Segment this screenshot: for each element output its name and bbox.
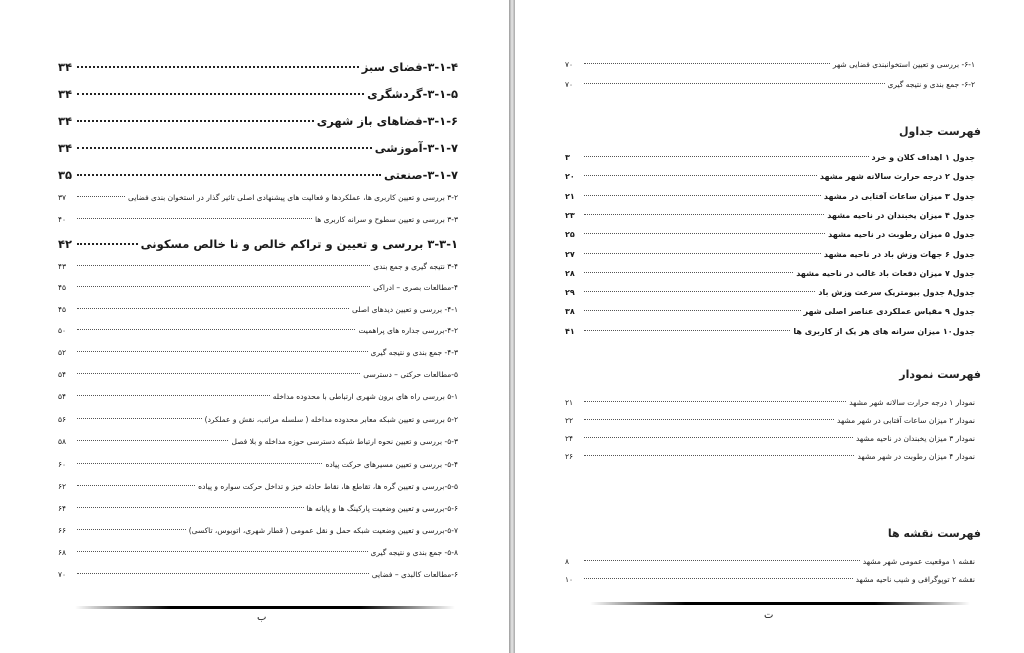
toc-entry-page: ۳۷ — [58, 193, 67, 202]
toc-entry-page: ۲۶ — [565, 452, 574, 461]
toc-entry — [565, 327, 975, 336]
dot-leader — [77, 485, 195, 486]
toc-entry-title: جدول ۴ میزان یخبندان در ناحیه مشهد — [827, 210, 975, 220]
toc-entry — [58, 215, 458, 224]
toc-entry-page: ۵۸ — [58, 437, 67, 446]
dot-leader — [584, 272, 793, 273]
toc-entry-page: ۴۵ — [58, 305, 67, 314]
toc-entry-title: جدول ۷ میزان دفعات باد غالب در ناحیه مشهد — [796, 268, 975, 278]
toc-entry-title: نمودار ۴ میزان رطوبت در شهر مشهد — [857, 452, 975, 461]
dot-leader — [77, 351, 368, 352]
toc-entry-title: جدول ۵ میزان رطوبت در ناحیه مشهد — [828, 230, 975, 240]
toc-entry-page: ۷۰ — [565, 60, 574, 69]
toc-entry-title: ۶-مطالعات کالبدی – فضایی — [371, 570, 458, 579]
toc-entry — [58, 283, 458, 292]
dot-leader — [584, 83, 885, 84]
toc-entry — [58, 570, 458, 579]
dot-leader — [584, 419, 834, 420]
dot-leader — [584, 437, 853, 438]
toc-entry-page: ۳۴ — [58, 87, 73, 101]
toc-entry — [565, 172, 975, 181]
toc-entry — [58, 193, 458, 202]
toc-entry-page: ۷۰ — [58, 570, 67, 579]
toc-entry — [58, 504, 458, 513]
toc-entry-title: ۳-۱-۵-گردشگری — [367, 87, 458, 101]
toc-entry — [565, 434, 975, 443]
toc-entry-title: جدول ۱ اهداف کلان و خرد — [871, 153, 975, 162]
dot-leader — [77, 418, 202, 419]
toc-entry-page: ۲۴ — [565, 434, 574, 443]
toc-entry-page: ۳۵ — [58, 168, 73, 182]
left-page — [0, 0, 509, 653]
toc-entry-title: ۵-مطالعات حرکتی – دسترسی — [363, 370, 458, 379]
charts-heading: فهرست نمودار — [899, 368, 981, 381]
toc-entry-title: ۵-۲ بررسی و تعیین شبکه معابر محدوده مداخله ( سلسله مراتب، نقش و عملکرد) — [204, 415, 458, 424]
toc-entry-page: ۴۲ — [58, 237, 73, 251]
toc-entry-page: ۵۴ — [58, 392, 67, 401]
dot-leader — [77, 243, 138, 245]
toc-entry — [58, 114, 458, 128]
toc-entry-page: ۵۲ — [58, 348, 67, 357]
toc-entry-title: ۵-۱ بررسی راه های برون شهری ارتباطی با محدوده مداخله — [272, 392, 458, 401]
toc-entry — [565, 250, 975, 259]
toc-entry — [565, 80, 975, 89]
toc-entry — [58, 168, 458, 182]
toc-entry-title: نقشه ۱ موقعیت عمومی شهر مشهد — [862, 557, 975, 566]
dot-leader — [77, 463, 322, 464]
maps-heading: فهرست نقشه ها — [887, 527, 981, 540]
dot-leader — [584, 214, 824, 215]
toc-entry-title: نمودار ۳ میزان یخبندان در ناحیه مشهد — [855, 434, 975, 443]
toc-entry-title: ۳-۳-۱ بررسی و تعیین و تراکم خالص و نا خالص مسکونی — [140, 237, 458, 251]
dot-leader — [77, 529, 186, 530]
toc-entry-title: ۵-۴- بررسی و تعیین مسیرهای حرکت پیاده — [325, 460, 458, 469]
toc-entry — [58, 262, 458, 271]
toc-entry-title: جدول۸ جدول بیومتریک سرعت وزش باد — [818, 288, 975, 298]
toc-entry-page: ۲۹ — [565, 288, 575, 298]
dot-leader — [584, 253, 821, 254]
toc-entry-page: ۵۰ — [58, 326, 67, 335]
dot-leader — [584, 63, 830, 64]
toc-entry — [565, 416, 975, 425]
toc-entry-page: ۳ — [565, 153, 570, 162]
dot-leader — [77, 218, 312, 219]
toc-entry — [58, 460, 458, 469]
toc-entry-title: ۵-۸- جمع بندی و نتیجه گیری — [370, 548, 458, 557]
dot-leader — [77, 373, 360, 374]
toc-entry — [58, 392, 458, 401]
toc-entry — [565, 398, 975, 407]
left-page-number: ب — [257, 612, 267, 623]
right-page-number: ت — [764, 610, 774, 621]
toc-entry-page: ۲۰ — [565, 172, 575, 182]
toc-entry-title: ۳-۱-۴-فضای سبز — [361, 60, 458, 74]
toc-entry-title: جدول ۲ درجه حرارت سالانه شهر مشهد — [819, 172, 975, 182]
toc-entry-title: ۵-۶-بررسی و تعیین وضعیت پارکینگ ها و پایانه ها — [306, 504, 458, 513]
toc-entry — [58, 348, 458, 357]
dot-leader — [77, 286, 370, 287]
toc-entry-page: ۳۸ — [565, 307, 575, 317]
toc-entry — [565, 211, 975, 220]
toc-entry-page: ۲۳ — [565, 210, 575, 220]
right-footer-rule — [590, 602, 970, 605]
toc-entry — [58, 60, 458, 74]
toc-entry-page: ۴۱ — [565, 326, 575, 336]
toc-entry-title: جدول ۶ جهات وزش باد در ناحیه مشهد — [823, 249, 975, 259]
toc-entry — [58, 87, 458, 101]
dot-leader — [77, 395, 270, 396]
dot-leader — [77, 507, 304, 508]
dot-leader — [584, 578, 853, 579]
toc-entry-title: نمودار ۱ درجه حرارت سالانه شهر مشهد — [849, 398, 975, 407]
toc-entry — [565, 230, 975, 239]
toc-entry — [565, 575, 975, 584]
toc-entry — [58, 141, 458, 155]
toc-entry-page: ۴۵ — [58, 283, 67, 292]
toc-entry-title: ۴-۲-بررسی جداره های پراهمیت — [358, 326, 458, 335]
dot-leader — [77, 196, 125, 197]
dot-leader — [584, 291, 815, 292]
dot-leader — [77, 93, 364, 95]
toc-entry-title: ۳-۱-۷-صنعتی — [383, 168, 458, 182]
toc-entry — [58, 482, 458, 491]
toc-entry-title: جدول۱۰ میزان سرانه های هر یک از کاربری ها — [793, 326, 975, 336]
dot-leader — [584, 560, 860, 561]
toc-entry-page: ۳۴ — [58, 114, 73, 128]
toc-entry-page: ۵۶ — [58, 415, 67, 424]
toc-entry — [58, 548, 458, 557]
toc-entry-page: ۲۱ — [565, 191, 575, 201]
toc-entry-title: ۴-۳- جمع بندی و نتیجه گیری — [370, 348, 458, 357]
dot-leader — [77, 551, 368, 552]
toc-entry — [565, 452, 975, 461]
dot-leader — [584, 330, 790, 331]
toc-entry — [58, 370, 458, 379]
toc-entry-page: ۳۴ — [58, 141, 73, 155]
toc-entry-page: ۲۱ — [565, 398, 574, 407]
toc-entry-page: ۶۴ — [58, 504, 67, 513]
left-footer-rule — [75, 606, 455, 609]
dot-leader — [77, 308, 349, 309]
dot-leader — [77, 440, 228, 441]
toc-entry-title: ۳-۲ بررسی و تعیین کاربری ها، عملکردها و فعالیت های پیشنهادی اصلی تاثیر گذار در استخوان بندی فضایی — [127, 193, 458, 202]
toc-entry — [58, 526, 458, 535]
toc-entry-title: ۳-۱-۷-آموزشی — [374, 141, 458, 155]
toc-entry-page: ۲۸ — [565, 268, 575, 278]
dot-leader — [584, 175, 817, 176]
toc-entry — [565, 60, 975, 69]
toc-entry-title: نقشه ۲ توپوگرافی و شیب ناحیه مشهد — [855, 575, 975, 584]
toc-entry-title: ۶-۲- جمع بندی و نتیجه گیری — [887, 80, 975, 89]
toc-entry-page: ۳۴ — [58, 60, 73, 74]
right-page — [515, 0, 1024, 653]
dot-leader — [77, 66, 359, 68]
toc-entry-page: ۶۸ — [58, 548, 67, 557]
toc-entry-title: جدول ۹ مقیاس عملکردی عناصر اصلی شهر — [803, 307, 975, 317]
toc-entry-page: ۲۲ — [565, 416, 574, 425]
toc-entry-page: ۲۷ — [565, 249, 575, 259]
toc-entry-title: ۳-۳ بررسی و تعیین سطوح و سرانه کاربری ها — [315, 215, 458, 224]
toc-entry — [58, 237, 458, 251]
toc-entry — [58, 415, 458, 424]
toc-entry — [565, 153, 975, 162]
dot-leader — [584, 156, 869, 157]
toc-entry — [58, 437, 458, 446]
toc-entry — [565, 269, 975, 278]
toc-entry-page: ۲۵ — [565, 230, 575, 240]
tables-heading: فهرست جداول — [898, 125, 981, 138]
dot-leader — [584, 455, 854, 456]
toc-entry — [565, 288, 975, 297]
dot-leader — [77, 329, 355, 330]
toc-entry-page: ۵۴ — [58, 370, 67, 379]
toc-entry-page: ۱۰ — [565, 575, 574, 584]
toc-entry-title: ۵-۵-بررسی و تعیین گره ها، تقاطع ها، نقاط حادثه خیز و تداخل حرکت سواره و پیاده — [198, 482, 458, 491]
dot-leader — [77, 120, 314, 122]
toc-entry-title: نمودار ۲ میزان ساعات آفتابی در شهر مشهد — [837, 416, 975, 425]
toc-entry — [58, 305, 458, 314]
dot-leader — [584, 233, 825, 234]
toc-entry-title: ۳-۴ نتیجه گیری و جمع بندی — [373, 262, 458, 271]
toc-entry-title: ۶-۱- بررسی و تعیین استخوانبندی فضایی شهر — [832, 60, 975, 69]
toc-entry-page: ۸ — [565, 557, 570, 566]
dot-leader — [77, 174, 381, 176]
toc-entry-title: ۵-۳- بررسی و تعیین نحوه ارتباط شبکه دسترسی حوزه مداخله و بلا فصل — [231, 437, 458, 446]
toc-entry — [565, 307, 975, 316]
toc-entry-page: ۷۰ — [565, 80, 574, 89]
toc-entry-page: ۴۳ — [58, 262, 67, 271]
dot-leader — [77, 147, 372, 149]
toc-entry-title: جدول ۳ میزان ساعات آفتابی در مشهد — [823, 191, 975, 201]
toc-entry-page: ۴۰ — [58, 215, 67, 224]
toc-entry-page: ۶۶ — [58, 526, 67, 535]
toc-entry-page: ۶۰ — [58, 460, 67, 469]
toc-entry-title: ۳-۱-۶-فضاهای باز شهری — [316, 114, 458, 128]
toc-entry — [58, 326, 458, 335]
toc-entry-page: ۶۲ — [58, 482, 67, 491]
toc-entry-title: ۵-۷-بررسی و تعیین وضعیت شبکه حمل و نقل عمومی ( قطار شهری، اتوبوس، تاکسی) — [188, 526, 458, 535]
dot-leader — [584, 310, 801, 311]
dot-leader — [584, 401, 846, 402]
toc-entry — [565, 557, 975, 566]
toc-entry — [565, 192, 975, 201]
dot-leader — [584, 195, 821, 196]
dot-leader — [77, 265, 370, 266]
toc-entry-title: ۴-۱- بررسی و تعیین دیدهای اصلی — [352, 305, 458, 314]
dot-leader — [77, 573, 369, 574]
toc-entry-title: ۴-مطالعات بصری – ادراکی — [373, 283, 458, 292]
